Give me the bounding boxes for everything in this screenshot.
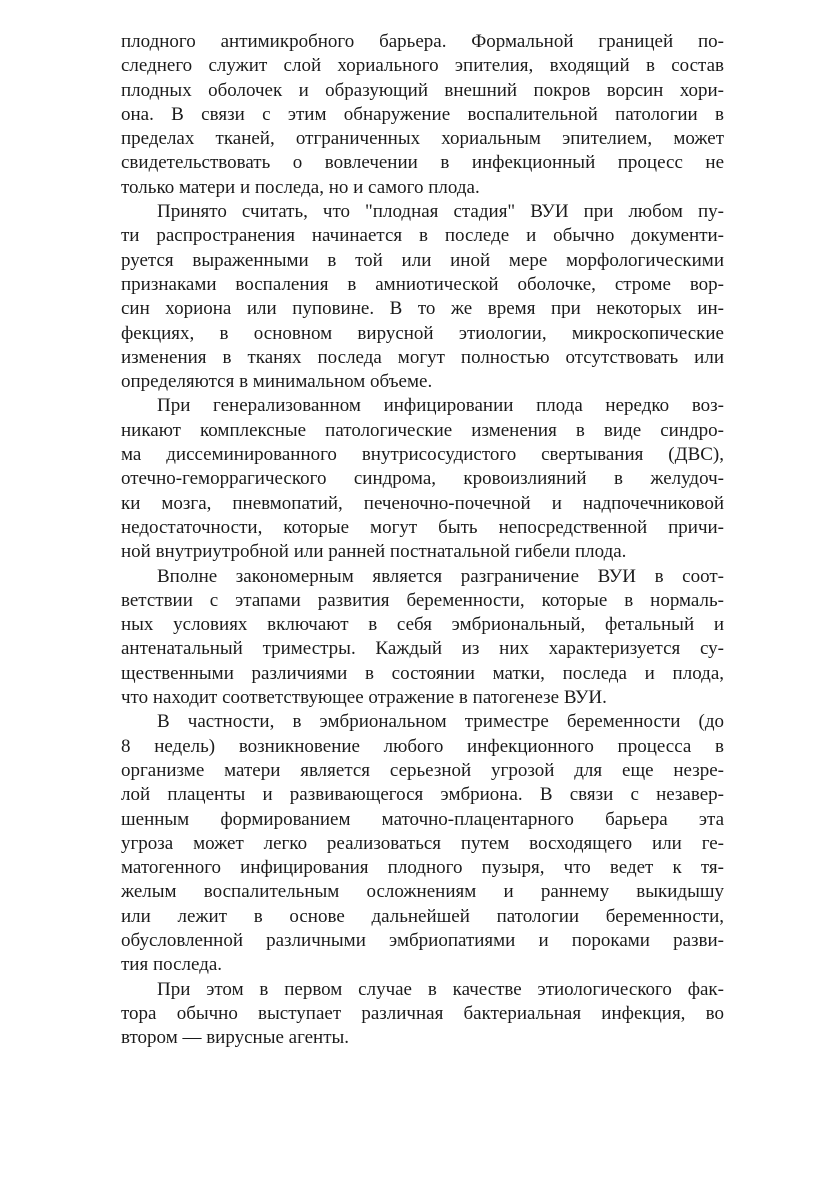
text-line: тора обычно выступает различная бактериальная инфекция, во [121, 1002, 724, 1024]
text-line: щественными различиями в состоянии матки, последа и плода, [121, 662, 724, 684]
paragraph-6 [121, 978, 724, 1051]
text-line: Принято считать, что "плодная стадия" ВУИ при любом пу- [157, 201, 724, 223]
text-line: 8 недель) возникновение любого инфекционного процесса в [121, 735, 724, 757]
text-line: следнего служит слой хориального эпителия, входящий в состав [121, 55, 724, 77]
text-line: недостаточности, которые могут быть непосредственной причи- [121, 516, 724, 538]
text-line: В частности, в эмбриональном триместре беременности (до [157, 711, 724, 733]
text-line: ки мозга, пневмопатий, печеночно-почечной и надпочечниковой [121, 492, 724, 514]
text-line: только матери и последа, но и самого плода. [121, 176, 480, 198]
text-line: матогенного инфицирования плодного пузыря, что ведет к тя- [121, 857, 724, 879]
text-line: шенным формированием маточно-плацентарного барьера эта [121, 808, 724, 830]
text-line: угроза может легко реализоваться путем восходящего или ге- [121, 832, 724, 854]
text-line: пределах тканей, отграниченных хориальным эпителием, может [121, 128, 724, 150]
text-line: При генерализованном инфицировании плода нередко воз- [157, 395, 724, 417]
text-line: ти распространения начинается в последе и обычно документи- [121, 225, 724, 247]
text-line: руется выраженными в той или иной мере морфологическими [121, 249, 724, 271]
text-line: или лежит в основе дальнейшей патологии беременности, [121, 905, 724, 927]
paragraph-2 [121, 200, 724, 394]
paragraph-3 [121, 394, 724, 564]
text-line: ветствии с этапами развития беременности, которые в нормаль- [121, 589, 724, 611]
paragraph-4 [121, 565, 724, 711]
text-line: желым воспалительным осложнениям и раннему выкидышу [121, 881, 724, 903]
text-line: никают комплексные патологические изменения в виде синдро- [121, 419, 724, 441]
text-line: свидетельствовать о вовлечении в инфекционный процесс не [121, 152, 724, 174]
text-line: изменения в тканях последа могут полностью отсутствовать или [121, 346, 724, 368]
text-line: тия последа. [121, 954, 223, 976]
text-line: лой плаценты и развивающегося эмбриона. В связи с незавер- [121, 784, 724, 806]
text-line: признаками воспаления в амниотической оболочке, строме вор- [121, 273, 724, 295]
text-line: При этом в первом случае в качестве этиологического фак- [157, 978, 724, 1000]
text-line: плодного антимикробного барьера. Формальной границей по- [121, 31, 724, 52]
text-line: обусловленной различными эмбриопатиями и пороками разви- [121, 929, 724, 951]
text-line: ма диссеминированного внутрисосудистого свертывания (ДВС), [121, 444, 724, 466]
paragraph-1 [121, 30, 724, 200]
text-line: плодных оболочек и образующий внешний покров ворсин хори- [121, 79, 724, 101]
text-line: организме матери является серьезной угрозой для еще незре- [121, 759, 724, 781]
text-line: антенатальный триместры. Каждый из них характеризуется су- [121, 638, 724, 660]
text-line: ных условиях включают в себя эмбриональный, фетальный и [121, 614, 724, 636]
text-line: Вполне закономерным является разграничение ВУИ в соот- [157, 565, 724, 587]
text-line: отечно-геморрагического синдрома, кровоизлияний в желудоч- [121, 468, 724, 490]
body-text [121, 30, 724, 1050]
text-line: она. В связи с этим обнаружение воспалительной патологии в [121, 103, 724, 125]
text-line: что находит соответствующее отражение в патогенезе ВУИ. [121, 687, 607, 709]
paragraph-5 [121, 710, 724, 977]
text-line: определяются в минимальном объеме. [121, 371, 433, 393]
text-line: фекциях, в основном вирусной этиологии, микроскопические [121, 322, 724, 344]
text-line: втором — вирусные агенты. [121, 1027, 350, 1049]
text-line: син хориона или пуповине. В то же время при некоторых ин- [121, 298, 724, 320]
text-line: ной внутриутробной или ранней постнатальной гибели плода. [121, 541, 627, 563]
